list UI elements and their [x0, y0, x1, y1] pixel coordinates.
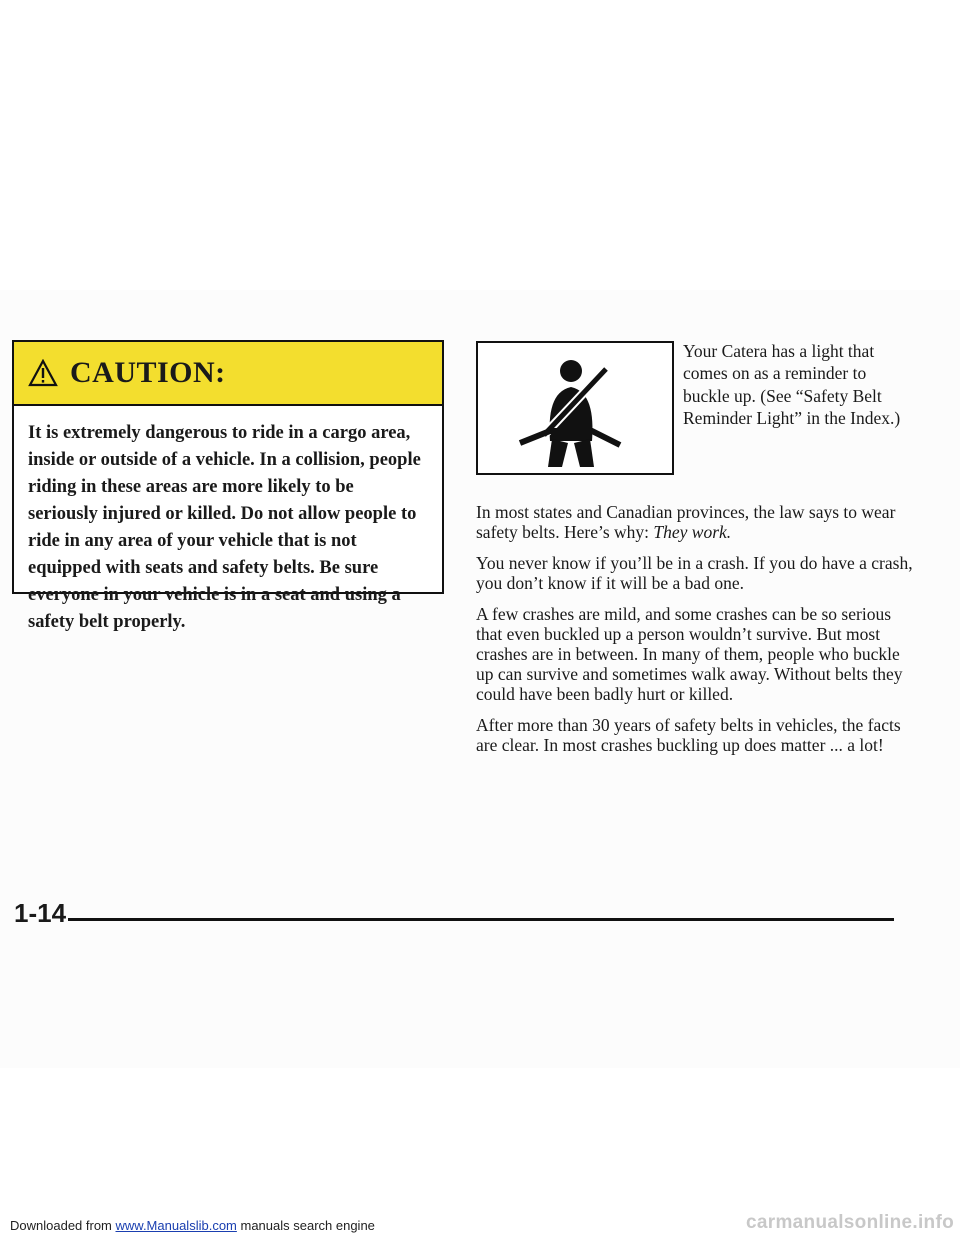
- download-footer: [10, 1218, 375, 1233]
- reminder-text: Your Catera has a light that comes on as a reminder to buckle up. (See “Safety Belt Reminder Light” in the Index.): [683, 341, 901, 428]
- page-number: 1-14: [14, 898, 67, 928]
- seatbelt-illustration: [476, 341, 674, 475]
- manualslib-link[interactable]: www.Manualslib.com: [115, 1218, 237, 1233]
- caution-header: [14, 342, 442, 406]
- paragraph-2: You never know if you’ll be in a crash. If you do have a crash, you don’t know if it will be a bad one.: [476, 553, 913, 593]
- paragraph-1-text: In most states and Canadian provinces, the law says to wear safety belts. Here’s why:: [476, 502, 896, 542]
- page-rule: [68, 918, 894, 921]
- footer-suffix: manuals search engine: [236, 1218, 375, 1233]
- footer-prefix: Downloaded from: [10, 1218, 116, 1233]
- paragraph-4: After more than 30 years of safety belts in vehicles, the facts are clear. In most crashes buckling up does matter ... a lot!: [476, 715, 901, 755]
- paragraph-1: [476, 502, 916, 542]
- caution-box: [12, 340, 444, 632]
- caution-text: It is extremely dangerous to ride in a cargo area, inside or outside of a vehicle. In a collision, people riding in these areas are more likely to be seriously injured or killed. Do not allow people to ride in any area of your vehicle that is not equipped with seats and safety belts. Be sure everyone in your vehicle is in a seat and using a safety belt properly.: [28, 423, 421, 632]
- paragraph-1-emphasis: They work.: [653, 522, 732, 542]
- body-text: [476, 502, 916, 766]
- seatbelt-reminder-icon: [478, 343, 672, 473]
- site-watermark: carmanualsonline.info: [746, 1212, 954, 1233]
- caution-title: CAUTION:: [70, 356, 226, 389]
- warning-triangle-icon: [28, 359, 58, 387]
- paragraph-3: A few crashes are mild, and some crashes can be so serious that even buckled up a person wouldn’t survive. But most crashes are in between. In many of them, people who buckle up can survive and sometimes walk away. Without belts they could have been badly hurt or killed.: [476, 604, 903, 704]
